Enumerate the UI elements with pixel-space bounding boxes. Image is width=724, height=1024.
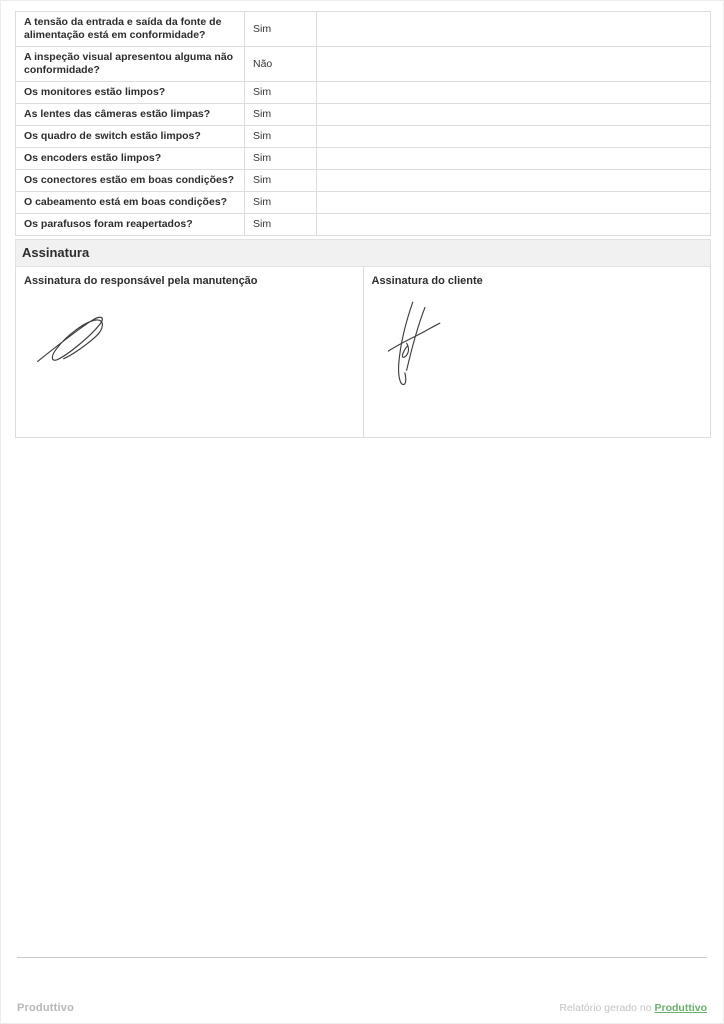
checklist-row [16, 170, 711, 192]
footer-divider [17, 957, 707, 958]
signature-table [15, 267, 711, 438]
signature-row [16, 267, 711, 437]
footer-generated-note [559, 1002, 707, 1014]
client-signature-label: Assinatura do cliente [371, 275, 483, 287]
maintenance-signature-image [34, 309, 124, 367]
answer-cell: Não [245, 47, 317, 82]
footer-produttivo-link[interactable]: Produttivo [654, 1002, 707, 1014]
question-cell: Os conectores estão em boas condições? [16, 170, 245, 192]
question-cell: Os encoders estão limpos? [16, 148, 245, 170]
empty-cell [317, 12, 711, 47]
question-cell: Os parafusos foram reapertados? [16, 214, 245, 236]
empty-cell [317, 192, 711, 214]
empty-cell [317, 126, 711, 148]
question-cell: A tensão da entrada e saída da fonte de alimentação está em conformidade? [16, 12, 245, 47]
empty-cell [317, 170, 711, 192]
checklist-row [16, 192, 711, 214]
empty-cell [317, 214, 711, 236]
client-signature-image [380, 297, 442, 393]
maintenance-signature-cell [16, 267, 364, 437]
empty-cell [317, 148, 711, 170]
answer-cell: Sim [245, 192, 317, 214]
question-cell: Os monitores estão limpos? [16, 82, 245, 104]
footer-brand: Produttivo [17, 1002, 74, 1014]
question-cell: As lentes das câmeras estão limpas? [16, 104, 245, 126]
answer-cell: Sim [245, 12, 317, 47]
checklist-body [16, 12, 711, 236]
empty-cell [317, 47, 711, 82]
question-cell: O cabeamento está em boas condições? [16, 192, 245, 214]
answer-cell: Sim [245, 148, 317, 170]
question-cell: A inspeção visual apresentou alguma não conformidade? [16, 47, 245, 82]
footer-generated-text: Relatório gerado no [559, 1002, 655, 1014]
answer-cell: Sim [245, 126, 317, 148]
signature-section-title: Assinatura [15, 239, 711, 267]
checklist-row [16, 148, 711, 170]
empty-cell [317, 82, 711, 104]
empty-cell [317, 104, 711, 126]
answer-cell: Sim [245, 214, 317, 236]
client-signature-cell [363, 267, 711, 437]
checklist-row [16, 82, 711, 104]
checklist-row [16, 47, 711, 82]
maintenance-signature-label: Assinatura do responsável pela manutenção [24, 275, 258, 287]
report-content [15, 11, 711, 438]
answer-cell: Sim [245, 104, 317, 126]
checklist-row [16, 104, 711, 126]
checklist-row [16, 126, 711, 148]
checklist-table [15, 11, 711, 236]
checklist-row [16, 12, 711, 47]
question-cell: Os quadro de switch estão limpos? [16, 126, 245, 148]
footer [17, 1002, 707, 1014]
answer-cell: Sim [245, 82, 317, 104]
answer-cell: Sim [245, 170, 317, 192]
checklist-row [16, 214, 711, 236]
